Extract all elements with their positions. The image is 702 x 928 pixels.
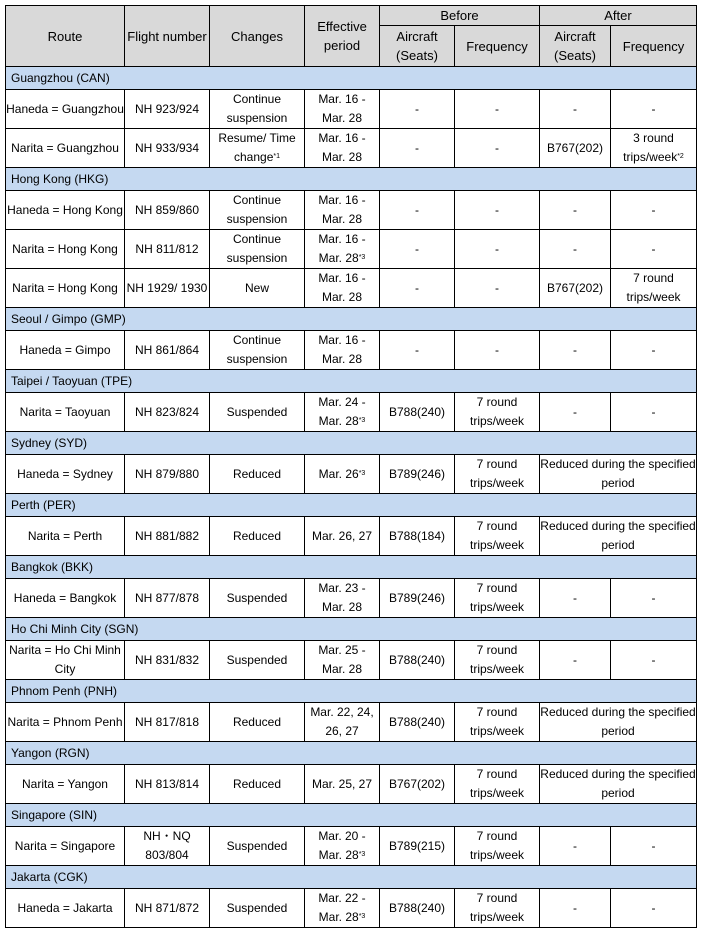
before-frequency-cell-text: 7 round trips/week bbox=[469, 643, 525, 676]
after-merged-cell-text: Reduced during the specified period bbox=[540, 705, 696, 738]
effective-period-cell bbox=[305, 827, 380, 866]
effective-period-cell bbox=[305, 230, 380, 269]
effective-period-cell bbox=[305, 579, 380, 618]
effective-period-cell bbox=[305, 703, 380, 742]
before-aircraft-cell bbox=[380, 579, 455, 618]
before-aircraft-cell-text: - bbox=[415, 241, 419, 256]
after-frequency-cell bbox=[611, 129, 697, 168]
region-title: Ho Chi Minh City (SGN) bbox=[6, 618, 697, 641]
after-aircraft-cell-text: - bbox=[573, 900, 577, 915]
before-aircraft-cell bbox=[380, 191, 455, 230]
after-aircraft-cell bbox=[540, 129, 611, 168]
flight-changes-table bbox=[5, 5, 697, 928]
route-cell bbox=[6, 191, 125, 230]
header-after-aircraft: Aircraft (Seats) bbox=[540, 26, 611, 67]
after-aircraft-cell-text: - bbox=[573, 241, 577, 256]
effective-period-cell bbox=[305, 191, 380, 230]
change-cell-text: Suspended bbox=[226, 838, 288, 853]
before-aircraft-cell-text: - bbox=[415, 342, 419, 357]
before-frequency-cell-text: - bbox=[495, 280, 499, 295]
table-row bbox=[6, 90, 697, 129]
change-cell bbox=[210, 331, 305, 370]
after-aircraft-cell bbox=[540, 191, 611, 230]
route-cell bbox=[6, 269, 125, 308]
flight-number-cell-text: NH 861/864 bbox=[134, 342, 200, 357]
effective-period-cell bbox=[305, 393, 380, 432]
route-cell bbox=[6, 641, 125, 680]
after-merged-cell bbox=[540, 517, 697, 556]
effective-period-cell-text: Mar. 25, 27 bbox=[311, 776, 373, 791]
after-frequency-cell-text: - bbox=[651, 838, 656, 853]
change-cell-text: Suspended bbox=[226, 404, 288, 419]
before-frequency-cell bbox=[455, 765, 540, 804]
region-title: Guangzhou (CAN) bbox=[6, 67, 697, 90]
region-title: Singapore (SIN) bbox=[6, 804, 697, 827]
after-aircraft-cell-text: - bbox=[573, 590, 577, 605]
route-cell-text: Narita = Phnom Penh bbox=[7, 714, 123, 729]
change-cell-text: Continue suspension bbox=[226, 193, 288, 226]
flight-number-cell bbox=[125, 129, 210, 168]
after-aircraft-cell-text: B767(202) bbox=[546, 140, 604, 155]
flight-number-cell-text: NH 813/814 bbox=[134, 776, 200, 791]
effective-period-cell bbox=[305, 129, 380, 168]
route-cell bbox=[6, 827, 125, 866]
change-cell-text: Reduced bbox=[232, 466, 282, 481]
route-cell-text: Narita = Guangzhou bbox=[11, 140, 119, 155]
table-row bbox=[6, 827, 697, 866]
after-aircraft-cell bbox=[540, 393, 611, 432]
flight-number-cell bbox=[125, 765, 210, 804]
table-row bbox=[6, 331, 697, 370]
flight-number-cell bbox=[125, 393, 210, 432]
effective-period-cell-text: Mar. 16 - Mar. 28 bbox=[318, 92, 366, 125]
flight-number-cell-text: NH 881/882 bbox=[134, 528, 200, 543]
after-frequency-cell bbox=[611, 393, 697, 432]
before-aircraft-cell bbox=[380, 641, 455, 680]
change-cell-text: Reduced bbox=[232, 528, 282, 543]
change-cell-text: Reduced bbox=[232, 776, 282, 791]
effective-period-cell-text: Mar. 16 - Mar. 28 bbox=[318, 193, 366, 226]
before-frequency-cell bbox=[455, 827, 540, 866]
region-title: Perth (PER) bbox=[6, 494, 697, 517]
before-frequency-cell-text: - bbox=[495, 202, 499, 217]
after-frequency-cell-text: - bbox=[651, 404, 656, 419]
before-frequency-cell-text: 7 round trips/week bbox=[469, 519, 525, 552]
before-frequency-cell-text: - bbox=[495, 140, 499, 155]
route-cell-text: Haneda = Gimpo bbox=[19, 342, 111, 357]
before-frequency-cell-text: 7 round trips/week bbox=[469, 829, 525, 862]
before-aircraft-cell-text: B788(240) bbox=[388, 714, 446, 729]
effective-period-cell bbox=[305, 331, 380, 370]
before-aircraft-cell bbox=[380, 765, 455, 804]
flight-number-cell bbox=[125, 230, 210, 269]
change-cell bbox=[210, 393, 305, 432]
route-cell-text: Narita = Perth bbox=[27, 528, 103, 543]
before-frequency-cell-text: - bbox=[495, 241, 499, 256]
table-row bbox=[6, 765, 697, 804]
region-header-row bbox=[6, 742, 697, 765]
change-cell bbox=[210, 765, 305, 804]
after-merged-cell-text: Reduced during the specified period bbox=[540, 767, 696, 800]
before-frequency-cell bbox=[455, 579, 540, 618]
before-aircraft-cell-text: B767(202) bbox=[388, 776, 446, 791]
before-aircraft-cell bbox=[380, 517, 455, 556]
after-aircraft-cell bbox=[540, 90, 611, 129]
after-aircraft-cell bbox=[540, 269, 611, 308]
change-cell-text: Suspended bbox=[226, 590, 288, 605]
effective-period-cell bbox=[305, 455, 380, 494]
flight-number-cell-text: NH 923/924 bbox=[134, 101, 200, 116]
change-cell bbox=[210, 827, 305, 866]
before-frequency-cell bbox=[455, 129, 540, 168]
after-aircraft-cell bbox=[540, 331, 611, 370]
effective-period-cell-text: Mar. 26, 27 bbox=[311, 528, 373, 543]
route-cell bbox=[6, 331, 125, 370]
effective-period-cell bbox=[305, 765, 380, 804]
route-cell-text: Narita = Ho Chi Minh City bbox=[9, 643, 121, 676]
flight-number-cell bbox=[125, 90, 210, 129]
table-row bbox=[6, 269, 697, 308]
flight-number-cell-text: NH 933/934 bbox=[134, 140, 200, 155]
route-cell-text: Haneda = Hong Kong bbox=[7, 202, 123, 217]
before-frequency-cell-text: 7 round trips/week bbox=[469, 457, 525, 490]
after-aircraft-cell-text: B767(202) bbox=[546, 280, 604, 295]
region-header-row bbox=[6, 866, 697, 889]
route-cell bbox=[6, 230, 125, 269]
before-aircraft-cell-text: B788(240) bbox=[388, 404, 446, 419]
effective-period-cell-text: Mar. 23 - Mar. 28 bbox=[318, 581, 366, 614]
table-row bbox=[6, 703, 697, 742]
after-frequency-cell bbox=[611, 641, 697, 680]
after-frequency-cell bbox=[611, 331, 697, 370]
change-cell-text: Suspended bbox=[226, 900, 288, 915]
flight-number-cell bbox=[125, 191, 210, 230]
route-cell bbox=[6, 765, 125, 804]
before-aircraft-cell bbox=[380, 129, 455, 168]
footnote-marker: *1 bbox=[273, 153, 280, 160]
before-aircraft-cell bbox=[380, 393, 455, 432]
flight-number-cell bbox=[125, 641, 210, 680]
header-flight-number: Flight number bbox=[125, 6, 210, 67]
effective-period-cell bbox=[305, 90, 380, 129]
region-header-row bbox=[6, 618, 697, 641]
flight-number-cell bbox=[125, 455, 210, 494]
before-aircraft-cell bbox=[380, 90, 455, 129]
before-aircraft-cell-text: B789(246) bbox=[388, 590, 446, 605]
region-header-row bbox=[6, 804, 697, 827]
flight-number-cell-text: NH 811/812 bbox=[135, 241, 199, 256]
flight-number-cell bbox=[125, 579, 210, 618]
region-header-row bbox=[6, 370, 697, 393]
after-aircraft-cell bbox=[540, 827, 611, 866]
before-aircraft-cell bbox=[380, 703, 455, 742]
table-row bbox=[6, 641, 697, 680]
after-aircraft-cell bbox=[540, 641, 611, 680]
route-cell bbox=[6, 129, 125, 168]
header-before-aircraft: Aircraft (Seats) bbox=[380, 26, 455, 67]
table-row bbox=[6, 579, 697, 618]
flight-number-cell-text: NH 859/860 bbox=[134, 202, 200, 217]
before-frequency-cell-text: 7 round trips/week bbox=[469, 767, 525, 800]
region-header-row bbox=[6, 680, 697, 703]
flight-number-cell-text: NH 879/880 bbox=[134, 466, 200, 481]
after-frequency-cell-text: - bbox=[651, 342, 656, 357]
route-cell-text: Haneda = Jakarta bbox=[17, 900, 113, 915]
route-cell bbox=[6, 579, 125, 618]
after-frequency-cell-text: 3 round trips/week bbox=[623, 131, 678, 164]
before-frequency-cell bbox=[455, 393, 540, 432]
region-header-row bbox=[6, 67, 697, 90]
route-cell-text: Narita = Hong Kong bbox=[12, 241, 118, 256]
change-cell bbox=[210, 517, 305, 556]
before-aircraft-cell-text: B788(240) bbox=[388, 652, 446, 667]
effective-period-cell-text: Mar. 25 - Mar. 28 bbox=[318, 643, 366, 676]
flight-number-cell-text: NH 877/878 bbox=[134, 590, 200, 605]
after-frequency-cell bbox=[611, 579, 697, 618]
region-title: Hong Kong (HKG) bbox=[6, 168, 697, 191]
change-cell bbox=[210, 90, 305, 129]
before-frequency-cell bbox=[455, 703, 540, 742]
before-frequency-cell bbox=[455, 90, 540, 129]
header-after: After bbox=[540, 6, 697, 26]
flight-number-cell bbox=[125, 331, 210, 370]
after-frequency-cell-text: 7 round trips/week bbox=[626, 271, 681, 304]
after-aircraft-cell-text: - bbox=[573, 202, 577, 217]
before-frequency-cell bbox=[455, 230, 540, 269]
before-aircraft-cell bbox=[380, 230, 455, 269]
region-title: Jakarta (CGK) bbox=[6, 866, 697, 889]
region-title: Sydney (SYD) bbox=[6, 432, 697, 455]
header-before-frequency: Frequency bbox=[455, 26, 540, 67]
change-cell bbox=[210, 129, 305, 168]
region-header-row bbox=[6, 308, 697, 331]
region-title: Taipei / Taoyuan (TPE) bbox=[6, 370, 697, 393]
table-row bbox=[6, 191, 697, 230]
change-cell bbox=[210, 579, 305, 618]
table-row bbox=[6, 455, 697, 494]
before-aircraft-cell bbox=[380, 269, 455, 308]
before-aircraft-cell bbox=[380, 331, 455, 370]
after-aircraft-cell-text: - bbox=[573, 652, 577, 667]
flight-number-cell-text: NH 1929/ 1930 bbox=[126, 280, 208, 295]
region-header-row bbox=[6, 494, 697, 517]
footnote-marker: *2 bbox=[677, 153, 684, 160]
table-row bbox=[6, 393, 697, 432]
route-cell bbox=[6, 455, 125, 494]
after-aircraft-cell-text: - bbox=[573, 838, 577, 853]
before-frequency-cell-text: 7 round trips/week bbox=[469, 891, 525, 924]
route-cell bbox=[6, 90, 125, 129]
before-aircraft-cell-text: - bbox=[415, 101, 419, 116]
before-frequency-cell bbox=[455, 641, 540, 680]
change-cell bbox=[210, 641, 305, 680]
route-cell-text: Narita = Hong Kong bbox=[12, 280, 118, 295]
before-frequency-cell bbox=[455, 331, 540, 370]
change-cell bbox=[210, 455, 305, 494]
change-cell-text: New bbox=[244, 280, 269, 295]
change-cell-text: Resume/ Time change bbox=[218, 131, 296, 164]
after-merged-cell bbox=[540, 455, 697, 494]
route-cell-text: Narita = Taoyuan bbox=[19, 404, 111, 419]
flight-number-cell-text: NH 823/824 bbox=[134, 404, 200, 419]
route-cell-text: Haneda = Bangkok bbox=[13, 590, 117, 605]
after-merged-cell bbox=[540, 703, 697, 742]
effective-period-cell-text: Mar. 22, 24, 26, 27 bbox=[310, 705, 374, 738]
change-cell-text: Continue suspension bbox=[226, 92, 288, 125]
flight-number-cell-text: NH 817/818 bbox=[134, 714, 200, 729]
after-merged-cell-text: Reduced during the specified period bbox=[540, 457, 696, 490]
table-row bbox=[6, 230, 697, 269]
effective-period-cell-text: Mar. 16 - Mar. 28 bbox=[318, 271, 366, 304]
footnote-marker: *3 bbox=[358, 254, 366, 261]
after-aircraft-cell-text: - bbox=[573, 101, 577, 116]
table-row bbox=[6, 517, 697, 556]
before-frequency-cell-text: - bbox=[495, 101, 499, 116]
after-aircraft-cell-text: - bbox=[573, 404, 577, 419]
footnote-marker: *3 bbox=[358, 469, 366, 477]
flight-number-cell bbox=[125, 517, 210, 556]
change-cell bbox=[210, 230, 305, 269]
header-effective-period: Effective period bbox=[305, 6, 380, 67]
change-cell bbox=[210, 191, 305, 230]
before-frequency-cell-text: - bbox=[495, 342, 499, 357]
after-merged-cell-text: Reduced during the specified period bbox=[540, 519, 696, 552]
route-cell-text: Narita = Yangon bbox=[22, 776, 108, 791]
region-title: Yangon (RGN) bbox=[6, 742, 697, 765]
table-row bbox=[6, 129, 697, 168]
before-aircraft-cell-text: - bbox=[415, 140, 419, 155]
before-aircraft-cell-text: B789(215) bbox=[388, 838, 446, 853]
after-frequency-cell-text: - bbox=[651, 652, 656, 667]
header-before: Before bbox=[380, 6, 540, 26]
change-cell-text: Reduced bbox=[232, 714, 282, 729]
before-frequency-cell bbox=[455, 191, 540, 230]
footnote-marker: *3 bbox=[358, 417, 366, 424]
flight-number-cell-text: NH 831/832 bbox=[134, 652, 200, 667]
route-cell bbox=[6, 393, 125, 432]
route-cell-text: Haneda = Guangzhou bbox=[6, 101, 124, 116]
after-merged-cell bbox=[540, 765, 697, 804]
effective-period-cell-text: Mar. 20 - Mar. 28 bbox=[318, 829, 366, 862]
region-header-row bbox=[6, 168, 697, 191]
effective-period-cell-text: Mar. 16 - Mar. 28 bbox=[318, 333, 366, 366]
flight-number-cell bbox=[125, 703, 210, 742]
before-aircraft-cell-text: - bbox=[415, 202, 419, 217]
flight-number-cell-text: NH・NQ 803/804 bbox=[143, 829, 191, 862]
before-aircraft-cell-text: B788(240) bbox=[388, 900, 446, 915]
footnote-marker: *3 bbox=[358, 913, 366, 920]
after-frequency-cell bbox=[611, 269, 697, 308]
route-cell-text: Haneda = Sydney bbox=[17, 466, 113, 481]
before-aircraft-cell-text: B789(246) bbox=[388, 466, 446, 481]
after-frequency-cell bbox=[611, 191, 697, 230]
change-cell-text: Continue suspension bbox=[226, 232, 288, 265]
before-frequency-cell bbox=[455, 517, 540, 556]
change-cell-text: Suspended bbox=[226, 652, 288, 667]
change-cell-text: Continue suspension bbox=[226, 333, 288, 366]
effective-period-cell-text: Mar. 26 bbox=[318, 466, 359, 481]
after-frequency-cell-text: - bbox=[651, 202, 656, 217]
header-after-frequency: Frequency bbox=[611, 26, 697, 67]
before-frequency-cell bbox=[455, 269, 540, 308]
before-frequency-cell-text: 7 round trips/week bbox=[469, 395, 525, 428]
after-frequency-cell bbox=[611, 230, 697, 269]
after-frequency-cell bbox=[611, 90, 697, 129]
before-aircraft-cell bbox=[380, 455, 455, 494]
footnote-marker: *3 bbox=[358, 851, 366, 858]
effective-period-cell-text: Mar. 24 - Mar. 28 bbox=[318, 395, 366, 428]
flight-number-cell bbox=[125, 269, 210, 308]
region-title: Bangkok (BKK) bbox=[6, 556, 697, 579]
after-frequency-cell-text: - bbox=[651, 241, 656, 256]
after-aircraft-cell-text: - bbox=[573, 342, 577, 357]
change-cell bbox=[210, 269, 305, 308]
region-header-row bbox=[6, 432, 697, 455]
after-frequency-cell-text: - bbox=[651, 590, 656, 605]
effective-period-cell bbox=[305, 641, 380, 680]
route-cell bbox=[6, 703, 125, 742]
before-aircraft-cell-text: B788(184) bbox=[388, 528, 446, 543]
effective-period-cell-text: Mar. 16 - Mar. 28 bbox=[318, 232, 366, 265]
change-cell bbox=[210, 703, 305, 742]
effective-period-cell-text: Mar. 16 - Mar. 28 bbox=[318, 131, 366, 164]
region-title: Phnom Penh (PNH) bbox=[6, 680, 697, 703]
before-frequency-cell bbox=[455, 455, 540, 494]
header-changes: Changes bbox=[210, 6, 305, 67]
after-aircraft-cell bbox=[540, 230, 611, 269]
before-aircraft-cell-text: - bbox=[415, 280, 419, 295]
before-frequency-cell-text: 7 round trips/week bbox=[469, 581, 525, 614]
effective-period-cell bbox=[305, 517, 380, 556]
header-route: Route bbox=[6, 6, 125, 67]
table-body bbox=[6, 67, 697, 928]
effective-period-cell bbox=[305, 269, 380, 308]
route-cell bbox=[6, 517, 125, 556]
after-frequency-cell-text: - bbox=[651, 101, 656, 116]
before-frequency-cell-text: 7 round trips/week bbox=[469, 705, 525, 738]
after-frequency-cell-text: - bbox=[651, 900, 656, 915]
before-aircraft-cell bbox=[380, 827, 455, 866]
route-cell-text: Narita = Singapore bbox=[14, 838, 116, 853]
after-aircraft-cell bbox=[540, 579, 611, 618]
effective-period-cell-text: Mar. 22 - Mar. 28 bbox=[318, 891, 366, 924]
flight-number-cell bbox=[125, 827, 210, 866]
region-header-row bbox=[6, 556, 697, 579]
region-title: Seoul / Gimpo (GMP) bbox=[6, 308, 697, 331]
flight-number-cell-text: NH 871/872 bbox=[134, 900, 200, 915]
after-frequency-cell bbox=[611, 827, 697, 866]
